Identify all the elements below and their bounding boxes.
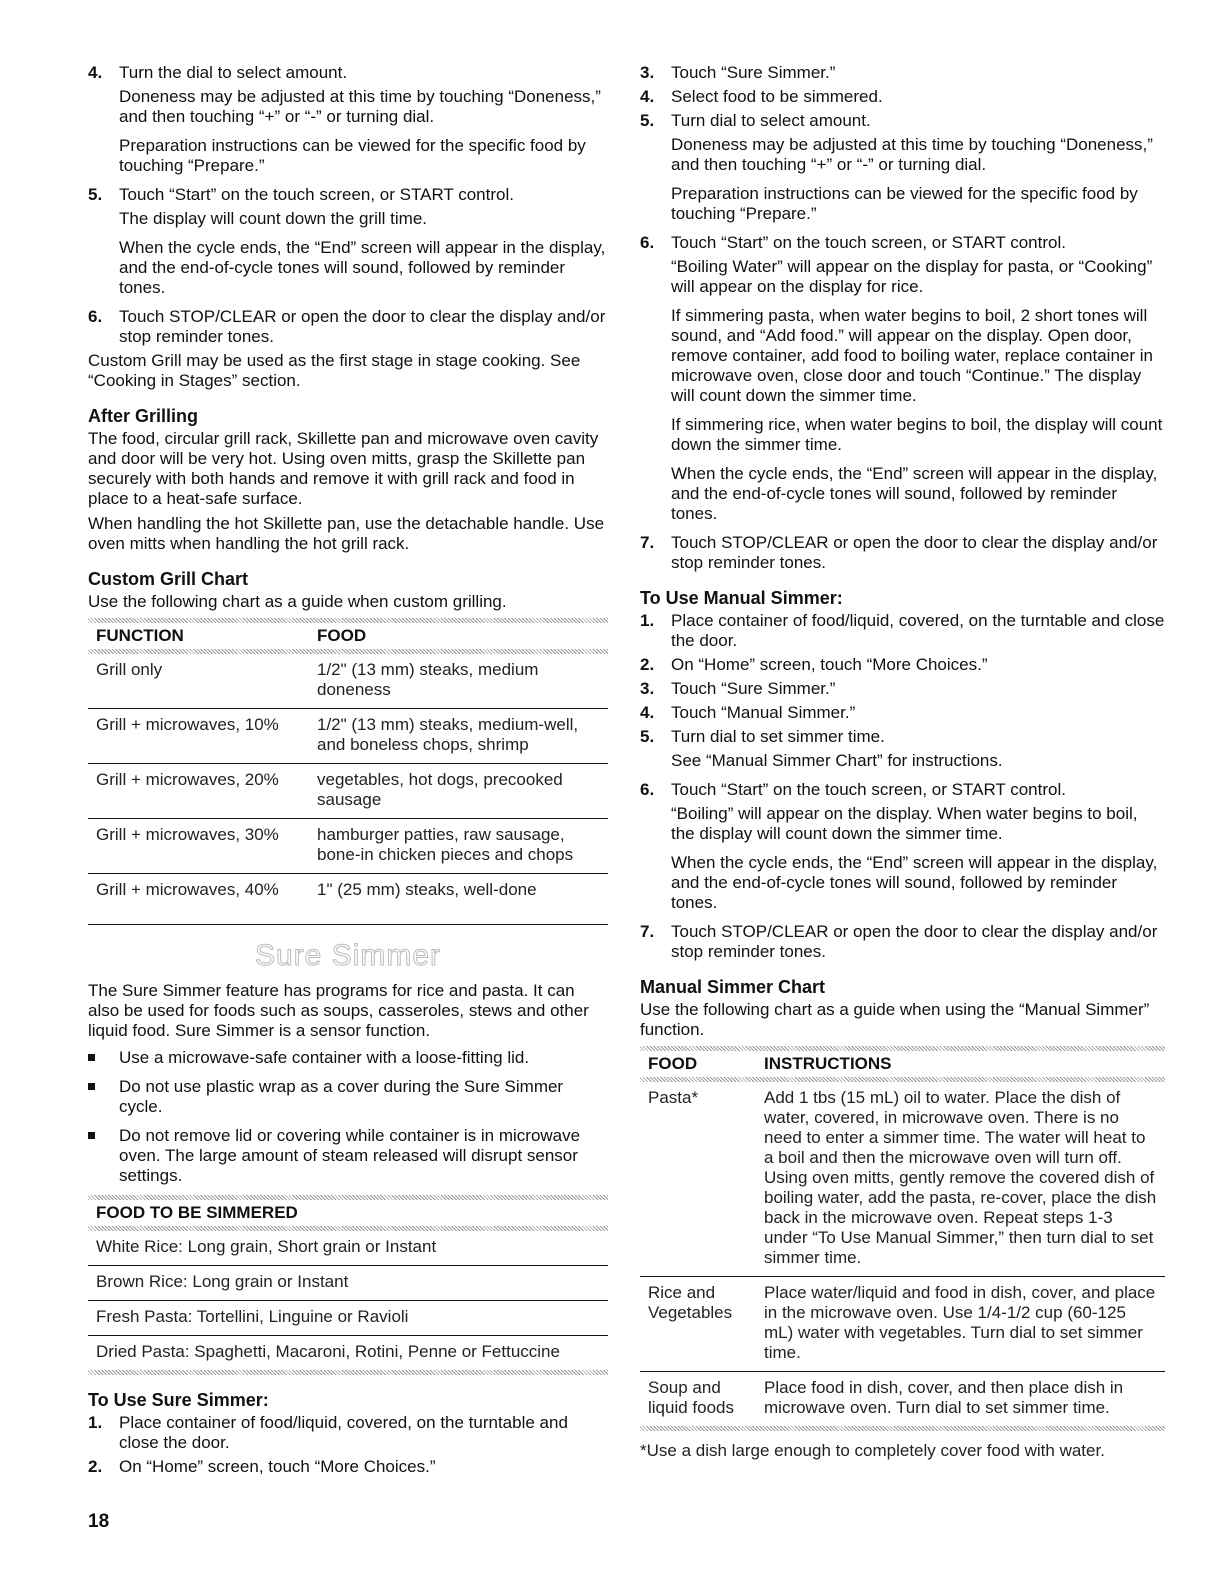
- manual-simmer-table-body: [640, 1082, 1165, 1426]
- bullet-item: [88, 1048, 608, 1068]
- step-text: Place container of food/liquid, covered, on the turntable and close the door.: [671, 611, 1165, 650]
- after-grilling-heading: After Grilling: [88, 406, 199, 426]
- instructions-cell: Place food in dish, cover, and then place dish in microwave oven. Turn dial to set simmer time.: [764, 1378, 1124, 1417]
- function-cell: Grill + microwaves, 20%: [88, 764, 309, 819]
- table-row: [640, 1372, 1165, 1427]
- step-note: “Boiling Water” will appear on the display for pasta, or “Cooking” will appear on the display for rice.: [671, 257, 1153, 296]
- step-item: [88, 63, 608, 83]
- function-cell: Grill + microwaves, 10%: [88, 709, 309, 764]
- bullet-square-icon: [88, 1083, 95, 1090]
- step-number: 2.: [88, 1457, 103, 1476]
- step-item: [640, 703, 1165, 723]
- food-cell: Rice and Vegetables: [640, 1277, 756, 1372]
- step-number: 5.: [640, 111, 655, 130]
- table-bottom-rule: [88, 924, 608, 925]
- to-use-sure-simmer-heading: To Use Sure Simmer:: [88, 1390, 269, 1410]
- function-cell: Grill + microwaves, 30%: [88, 819, 309, 874]
- step-number: 1.: [88, 1413, 103, 1432]
- step-text: Touch “Start” on the touch screen, or START control.: [119, 185, 514, 204]
- step-note: When the cycle ends, the “End” screen will appear in the display, and the end-of-cycle tones will sound, followed by reminder tones.: [671, 853, 1158, 912]
- col-header-instructions: INSTRUCTIONS: [764, 1054, 892, 1073]
- col-header-food-to-be-simmered: FOOD TO BE SIMMERED: [96, 1203, 298, 1222]
- step-number: 7.: [640, 922, 655, 941]
- custom-grill-table-body: [88, 654, 608, 908]
- step-text: Touch “Sure Simmer.”: [671, 679, 836, 698]
- step-text: Touch STOP/CLEAR or open the door to clear the display and/or stop reminder tones.: [671, 533, 1158, 572]
- food-cell: hamburger patties, raw sausage, bone-in chicken pieces and chops: [309, 819, 608, 874]
- page-number: 18: [88, 1511, 110, 1532]
- step-text: Place container of food/liquid, covered, on the turntable and close the door.: [119, 1413, 568, 1452]
- step-text: Touch “Start” on the touch screen, or START control.: [671, 233, 1066, 252]
- table-row: [640, 1277, 1165, 1372]
- table-row: [88, 1266, 608, 1301]
- bullet-square-icon: [88, 1132, 95, 1139]
- step-number: 7.: [640, 533, 655, 552]
- manual-simmer-steps: [640, 611, 1165, 962]
- step-number: 6.: [640, 780, 655, 799]
- step-number: 3.: [640, 63, 655, 82]
- food-cell: 1" (25 mm) steaks, well-done: [317, 880, 537, 899]
- step-item: [640, 63, 1165, 83]
- step-note: See “Manual Simmer Chart” for instructions.: [671, 751, 1003, 770]
- food-cell: Soup and liquid foods: [648, 1378, 735, 1417]
- step-note: Preparation instructions can be viewed for the specific food by touching “Prepare.”: [119, 136, 586, 175]
- instructions-cell: Add 1 tbs (15 mL) oil to water. Place the dish of water, covered, in microwave oven. There is no need to enter a simmer time. The water will heat to a boil and then the microwave oven will turn off. Using oven mitts, gently remove the covered dish of boiling water, add the pasta, re-cover, place the dish back in the microwave oven. Repeat steps 1-3 under “To Use Manual Simmer,” then turn dial to set simmer time.: [756, 1082, 1165, 1277]
- step-note: If simmering pasta, when water begins to boil, 2 short tones will sound, and “Add food.” will appear on the display. Open door, remove container, add food to boiling water, replace container in microwave oven, close door and touch “Continue.” The display will count down the simmer time.: [671, 306, 1153, 405]
- food-cell: Fresh Pasta: Tortellini, Linguine or Ravioli: [88, 1301, 608, 1336]
- food-to-simmer-table-body: [88, 1231, 608, 1370]
- sure-simmer-title: Sure Simmer: [254, 939, 442, 972]
- food-cell: Pasta*: [640, 1082, 756, 1277]
- step-text: On “Home” screen, touch “More Choices.”: [119, 1457, 436, 1476]
- sure-simmer-steps-continued: [640, 63, 1165, 573]
- food-cell: Brown Rice: Long grain or Instant: [88, 1266, 608, 1301]
- step-number: 5.: [88, 185, 103, 204]
- table-row: [88, 1301, 608, 1336]
- table-hatch-rule: [88, 1370, 608, 1375]
- step-number: 6.: [640, 233, 655, 252]
- step-item: [640, 655, 1165, 675]
- sure-simmer-intro: The Sure Simmer feature has programs for rice and pasta. It can also be used for foods such as soups, casseroles, stews and other liquid food. Sure Simmer is a sensor function.: [88, 981, 589, 1040]
- table-row: [88, 874, 608, 909]
- table-row: [88, 1336, 608, 1371]
- function-cell: Grill only: [88, 654, 309, 709]
- step-note: The display will count down the grill time.: [119, 209, 428, 228]
- table-row: [88, 819, 608, 874]
- table-hatch-rule: [640, 1426, 1165, 1431]
- custom-grill-chart-intro: Use the following chart as a guide when custom grilling.: [88, 592, 507, 611]
- left-column: [88, 63, 608, 1481]
- food-to-simmer-table: [88, 1200, 608, 1226]
- step-item: [640, 233, 1165, 253]
- sure-simmer-steps: [88, 1413, 608, 1477]
- step-item: [640, 87, 1165, 107]
- bullet-square-icon: [88, 1054, 95, 1061]
- custom-grill-note: Custom Grill may be used as the first stage in stage cooking. See “Cooking in Stages” section.: [88, 351, 581, 390]
- step-text: Touch “Manual Simmer.”: [671, 703, 856, 722]
- step-item: [88, 307, 608, 347]
- step-note: When the cycle ends, the “End” screen will appear in the display, and the end-of-cycle tones will sound, followed by reminder tones.: [671, 464, 1158, 523]
- step-item: [640, 111, 1165, 131]
- food-cell: Dried Pasta: Spaghetti, Macaroni, Rotini, Penne or Fettuccine: [96, 1342, 560, 1361]
- step-note: If simmering rice, when water begins to boil, the display will count down the simmer time.: [671, 415, 1163, 454]
- step-number: 1.: [640, 611, 655, 630]
- col-header-function: FUNCTION: [96, 626, 184, 645]
- step-number: 4.: [640, 703, 655, 722]
- step-text: On “Home” screen, touch “More Choices.”: [671, 655, 988, 674]
- after-grilling-para-2: When handling the hot Skillette pan, use the detachable handle. Use oven mitts when handling the hot grill rack.: [88, 514, 605, 553]
- to-use-manual-simmer-heading: To Use Manual Simmer:: [640, 588, 843, 608]
- bullet-text: Use a microwave-safe container with a loose-fitting lid.: [119, 1048, 530, 1067]
- step-note: Preparation instructions can be viewed for the specific food by touching “Prepare.”: [671, 184, 1138, 223]
- step-text: Touch STOP/CLEAR or open the door to clear the display and/or stop reminder tones.: [119, 307, 606, 346]
- custom-grill-chart-heading: Custom Grill Chart: [88, 569, 249, 589]
- step-number: 2.: [640, 655, 655, 674]
- step-number: 5.: [640, 727, 655, 746]
- step-note: When the cycle ends, the “End” screen will appear in the display, and the end-of-cycle tones will sound, followed by reminder tones.: [119, 238, 606, 297]
- step-note: Doneness may be adjusted at this time by touching “Doneness,” and then touching “+” or “-” or turning dial.: [119, 87, 601, 126]
- step-text: Touch “Start” on the touch screen, or START control.: [671, 780, 1066, 799]
- bullet-text: Do not remove lid or covering while container is in microwave oven. The large amount of steam released will disrupt sensor settings.: [119, 1126, 581, 1185]
- step-text: Select food to be simmered.: [671, 87, 883, 106]
- step-item: [640, 727, 1165, 747]
- custom-grill-table: [88, 623, 608, 649]
- manual-simmer-chart-heading: Manual Simmer Chart: [640, 977, 826, 997]
- manual-simmer-chart-intro: Use the following chart as a guide when using the “Manual Simmer” function.: [640, 1000, 1150, 1039]
- col-header-food: FOOD: [317, 626, 367, 645]
- table-row: [88, 654, 608, 709]
- step-text: Turn dial to set simmer time.: [671, 727, 885, 746]
- bullet-item: [88, 1077, 608, 1117]
- table-row: [640, 1082, 1165, 1277]
- grill-steps: [88, 63, 608, 347]
- step-note: Doneness may be adjusted at this time by touching “Doneness,” and then touching “+” or “-” or turning dial.: [671, 135, 1153, 174]
- step-text: Touch STOP/CLEAR or open the door to clear the display and/or stop reminder tones.: [671, 922, 1158, 961]
- step-number: 4.: [640, 87, 655, 106]
- food-cell: vegetables, hot dogs, precooked sausage: [309, 764, 608, 819]
- step-number: 6.: [88, 307, 103, 326]
- table-row: [88, 1231, 608, 1266]
- manual-simmer-table: [640, 1051, 1165, 1077]
- manual-simmer-footnote: *Use a dish large enough to completely cover food with water.: [640, 1441, 1105, 1460]
- after-grilling-para-1: The food, circular grill rack, Skillette pan and microwave oven cavity and door will be very hot. Using oven mitts, grasp the Skillette pan securely with both hands and remove it with grill rack and food in place to a heat-safe surface.: [88, 429, 599, 508]
- step-item: [88, 185, 608, 205]
- bullet-item: [88, 1126, 608, 1186]
- step-text: Turn the dial to select amount.: [119, 63, 348, 82]
- step-item: [640, 533, 1165, 573]
- right-column: [640, 63, 1165, 1478]
- sure-simmer-bullets: [88, 1048, 608, 1186]
- step-number: 3.: [640, 679, 655, 698]
- step-item: [88, 1413, 608, 1453]
- step-number: 4.: [88, 63, 103, 82]
- step-item: [640, 780, 1165, 800]
- step-item: [640, 611, 1165, 651]
- instructions-cell: Place water/liquid and food in dish, cover, and place in the microwave oven. Use 1/4-1/2 cup (60-125 mL) water with vegetables. Turn dial to set simmer time.: [756, 1277, 1165, 1372]
- step-text: Touch “Sure Simmer.”: [671, 63, 836, 82]
- table-row: [88, 709, 608, 764]
- food-cell: 1/2" (13 mm) steaks, medium doneness: [309, 654, 608, 709]
- step-text: Turn dial to select amount.: [671, 111, 871, 130]
- food-cell: White Rice: Long grain, Short grain or Instant: [88, 1231, 608, 1266]
- col-header-food: FOOD: [648, 1054, 698, 1073]
- step-note: “Boiling” will appear on the display. When water begins to boil, the display will count down the simmer time.: [671, 804, 1138, 843]
- bullet-text: Do not use plastic wrap as a cover during the Sure Simmer cycle.: [119, 1077, 564, 1116]
- function-cell: Grill + microwaves, 40%: [96, 880, 279, 899]
- step-item: [88, 1457, 608, 1477]
- table-row: [88, 764, 608, 819]
- step-item: [640, 679, 1165, 699]
- food-cell: 1/2" (13 mm) steaks, medium-well, and boneless chops, shrimp: [309, 709, 608, 764]
- step-item: [640, 922, 1165, 962]
